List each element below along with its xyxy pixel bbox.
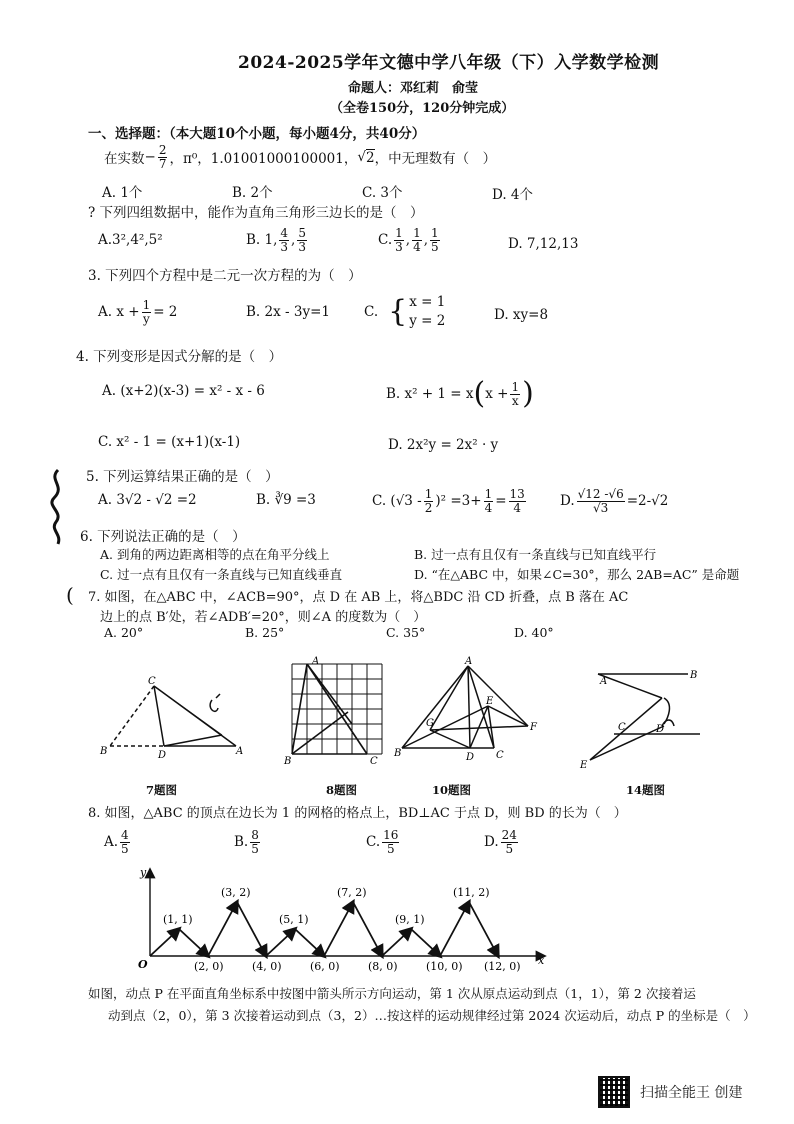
peak-point-label: (9, 1)	[395, 913, 425, 926]
fig10-label-b: B	[394, 748, 402, 759]
fig10-label-a: A	[465, 656, 473, 667]
q4-option-c: C. x² - 1 = (x+1)(x-1)	[98, 434, 241, 450]
q2-option-b: B. 1, $\frac{4}{3}$ , $\frac{5}{3}$	[246, 225, 306, 254]
fig14-caption: 14题图	[626, 783, 666, 797]
question-6-stem: 6. 下列说法正确的是（ ）	[80, 529, 246, 545]
q1-option-b: B. 2个	[232, 185, 273, 201]
axis-point-label: (6, 0)	[310, 960, 340, 973]
question-7-line1: 7. 如图，在△ABC 中，∠ACB=90°，点 D 在 AB 上，将△BDC 沿 CD 折叠，点 B 落在 AC	[88, 590, 629, 605]
figure-8	[282, 656, 394, 768]
q3-option-a: A. x + $\frac{1}{y}$ = 2	[98, 297, 178, 326]
q1-sqrt: 2	[365, 149, 375, 166]
fig7-label-a: A	[236, 746, 244, 757]
fig14-label-a: A	[600, 676, 608, 687]
q8-option-a: A. $\frac{4}{5}$	[104, 827, 129, 856]
fig7-label-b: B	[100, 746, 108, 757]
sqrt-symbol: √	[357, 149, 366, 165]
question-7-line2: 边上的点 B′处，若∠ADB′=20°，则∠A 的度数为（ ）	[100, 610, 427, 625]
figure-10	[392, 654, 542, 764]
q4-option-b: B. x² + 1 = x ( x + $\frac{1}{x}$ )	[386, 376, 534, 411]
path-segment	[353, 902, 382, 956]
q6-option-c: C. 过一点有且仅有一条直线与已知直线垂直	[100, 567, 343, 582]
q3-option-c: C. { x = 1 y = 2	[364, 294, 446, 329]
question-3-stem: 3. 下列四个方程中是二元一次方程的为（ ）	[88, 268, 362, 284]
q7-option-b: B. 25°	[245, 625, 285, 640]
q1-stem-c: ，中无理数有（ ）	[374, 151, 497, 167]
q4-option-a: A. (x+2)(x-3) = x² - x - 6	[102, 383, 265, 399]
q8-option-d: D. $\frac{24}{5}$	[484, 827, 517, 856]
axis-point-label: (4, 0)	[252, 960, 282, 973]
q1-option-d: D. 4个	[492, 187, 534, 203]
exam-info: （全卷150分，120分钟完成）	[330, 101, 515, 116]
q1-option-a: A. 1个	[102, 185, 143, 201]
q6-option-d: D. “在△ABC 中，如果∠C=30°，那么 2AB=AC” 是命题	[414, 567, 740, 582]
origin-label: O	[138, 958, 148, 971]
q5-option-a: A. 3√2 - √2 =2	[98, 492, 197, 508]
fig10-label-c: C	[496, 750, 504, 761]
q2-option-c: C. $\frac{1}{3}$ , $\frac{1}{4}$ , $\frac{1}{5}$	[378, 225, 439, 254]
q1-stem-b: ，π⁰，1.01001000100001，	[169, 151, 358, 167]
fig14-label-b: B	[690, 670, 698, 681]
fig8-label-c: C	[370, 756, 378, 767]
fig8-label-a: A	[312, 656, 320, 667]
margin-bracket: (	[66, 583, 74, 607]
fig8-caption: 8题图	[326, 783, 358, 797]
q2-option-a: A.3²,4²,5²	[98, 232, 163, 248]
question-9-line1: 如图，动点 P 在平面直角坐标系中按图中箭头所示方向运动，第 1 次从原点运动到点（1，1），第 2 次接着运	[88, 986, 696, 1001]
q6-option-a: A. 到角的两边距离相等的点在角平分线上	[100, 547, 330, 562]
path-segment	[150, 929, 179, 956]
q8-options	[104, 822, 534, 862]
fig14-label-c: C	[618, 722, 626, 733]
section-heading: 一、选择题：（本大题10个小题，每小题4分，共40分）	[88, 126, 426, 142]
q6-option-b: B. 过一点有且仅有一条直线与已知直线平行	[414, 547, 657, 562]
fig14-label-e: E	[580, 760, 588, 771]
question-8-stem: 8. 如图，△ABC 的顶点在边长为 1 的网格的格点上，BD⊥AC 于点 D，则 BD 的长为（ ）	[88, 806, 627, 821]
path-segment	[411, 929, 440, 956]
path-segment	[440, 902, 469, 956]
path-segment	[469, 902, 498, 956]
q7-option-d: D. 40°	[514, 625, 554, 640]
q3-option-b: B. 2x - 3y=1	[246, 304, 330, 320]
path-segment	[382, 929, 411, 956]
peak-point-label: (3, 2)	[221, 886, 251, 899]
fig14-label-d: D	[656, 724, 665, 735]
q5-option-c: C. (√3 - $\frac{1}{2}$ )² =3+ $\frac{1}{4}$ = $\frac{13}{4}$	[372, 486, 525, 515]
path-segment	[324, 902, 353, 956]
axis-point-label: (2, 0)	[194, 960, 224, 973]
path-segment	[179, 929, 208, 956]
qr-code	[598, 1076, 630, 1108]
question-9-line2: 动到点（2，0），第 3 次接着运动到点（3，2）…按这样的运动规律经过第 2024 次运动后，动点 P 的坐标是（ ）	[108, 1008, 756, 1023]
zigzag-graph	[126, 864, 556, 976]
figure-14	[578, 664, 708, 772]
peak-point-label: (1, 1)	[163, 913, 193, 926]
fig8-label-b: B	[284, 756, 292, 767]
question-5-stem: 5. 下列运算结果正确的是（ ）	[86, 469, 279, 485]
q5-option-d: D. $\frac{√12 -√6}{√3}$ =2-√2	[560, 486, 669, 515]
fig7-label-d: D	[158, 750, 167, 761]
q2-option-d: D. 7,12,13	[508, 236, 579, 252]
q7-option-a: A. 20°	[104, 625, 144, 640]
x-axis-label: x	[538, 954, 545, 967]
question-4-stem: 4. 下列变形是因式分解的是（ ）	[76, 349, 283, 365]
figure-7	[98, 672, 248, 762]
fig10-label-e: E	[486, 696, 494, 707]
margin-scribble	[44, 468, 74, 552]
fig7-caption: 7题图	[146, 783, 178, 797]
fig10-label-d: D	[466, 752, 475, 763]
path-segment	[237, 902, 266, 956]
peak-point-label: (11, 2)	[453, 886, 490, 899]
axis-point-label: (8, 0)	[368, 960, 398, 973]
q5-option-b: B. ∛9 =3	[256, 492, 316, 508]
question-2-stem: ? 下列四组数据中，能作为直角三角形三边长的是（ ）	[88, 205, 424, 221]
y-axis-label: y	[140, 866, 147, 879]
q3-option-d: D. xy=8	[494, 307, 549, 323]
peak-point-label: (7, 2)	[337, 886, 367, 899]
q1-option-c: C. 3个	[362, 185, 403, 201]
path-segment	[295, 929, 324, 956]
exam-authors: 命题人：邓红莉 俞莹	[348, 81, 479, 96]
peak-point-label: (5, 1)	[279, 913, 309, 926]
fig10-label-g: G	[426, 718, 434, 729]
q8-option-c: C. $\frac{16}{5}$	[366, 827, 399, 856]
scanner-watermark: 扫描全能王 创建	[640, 1085, 743, 1101]
question-1-stem: 在实数 − $\frac{2}{7}$ ，π⁰，1.01001000100001， √ 2 ，中无理数有（ ）	[104, 142, 497, 171]
exam-title: 2024-2025学年文德中学八年级（下）入学数学检测	[238, 53, 660, 73]
q7-option-c: C. 35°	[386, 625, 426, 640]
q8-option-b: B. $\frac{8}{5}$	[234, 827, 259, 856]
q4-option-d: D. 2x²y = 2x² · y	[388, 437, 499, 453]
axis-point-label: (12, 0)	[484, 960, 521, 973]
fig7-label-c: C	[148, 676, 156, 687]
q1-fraction: $\frac{2}{7}$	[158, 142, 167, 171]
path-segment	[266, 929, 295, 956]
q1-stem-a: 在实数	[104, 151, 145, 167]
fig10-label-f: F	[530, 722, 537, 733]
path-segment	[208, 902, 237, 956]
axis-point-label: (10, 0)	[426, 960, 463, 973]
fig10-caption: 10题图	[432, 783, 472, 797]
